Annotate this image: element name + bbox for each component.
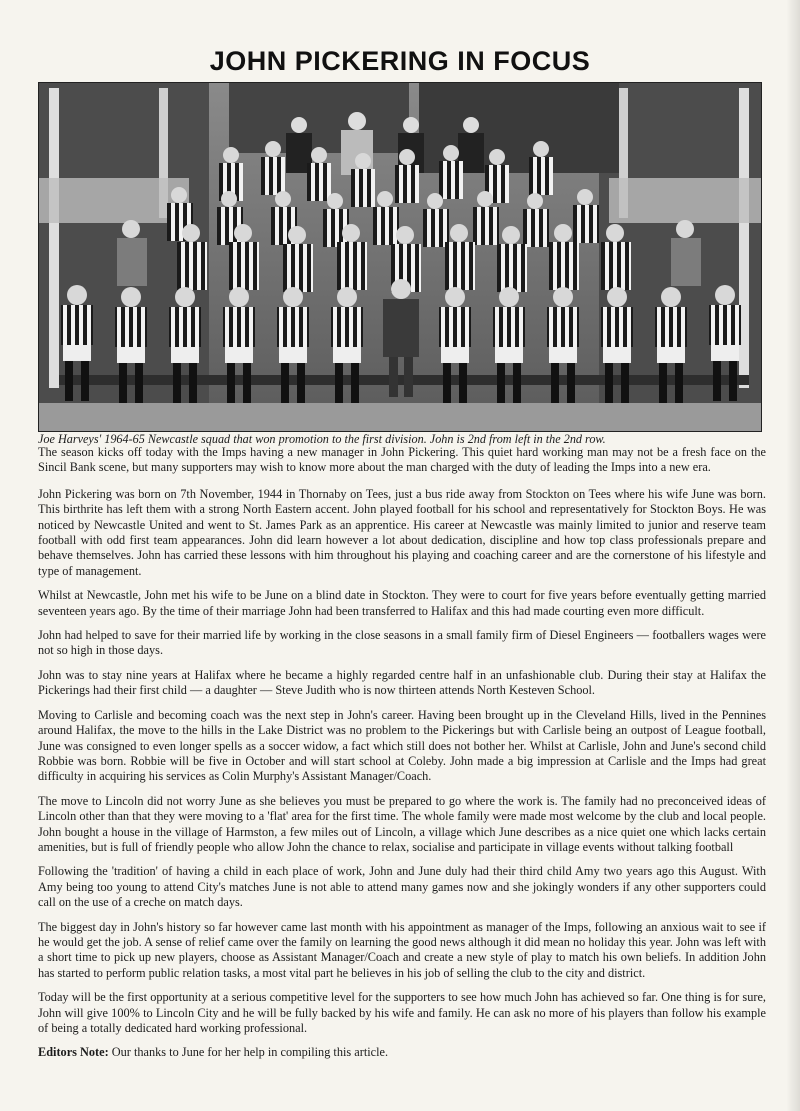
editors-note	[38, 1045, 766, 1060]
paragraph: The biggest day in John's history so far however came last month with his appointment as manager of the Imps, following an anxious wait to see if he would get the job. A sense of relief came over the family on learning the good news although it did mean no holiday this year. John was left with a short time to pick up new players, choose as Assistant Manager/Coach and create a new style of play to match his own beliefs. In addition John has started to perform public relation tasks, a most vital part he believes in his job of selling the club to the city and district.	[38, 919, 766, 980]
paragraph: John was to stay nine years at Halifax where he became a highly regarded centre half in an unfashionable club. During their stay at Halifax the Pickerings had their first child — a daughter — Steve Judith who is now thirteen attends North Kesteven School.	[38, 667, 766, 698]
paragraph: John Pickering was born on 7th November, 1944 in Thornaby on Tees, just a bus ride away from Stockton on Tees where his wife June was born. This birthrite has left them with a strong North Eastern accent. John played football for his school and representatively for Stockton Boys. He was noticed by Newcastle United and went to St. James Park as an apprentice. His career at Newcastle was mainly limited to junior and reserve team football with odd first team appearances. John did learn however a lot about dedication, discipline and how top class professionals prepare and behave themselves. John has carried these lessons with him throughout his playing and coaching career and are the cornerstone of his lifestyle and type of management.	[38, 486, 766, 578]
page-fold-shadow	[786, 0, 800, 1111]
team-photo	[38, 82, 762, 432]
editors-note-label: Editors Note:	[38, 1045, 109, 1060]
editors-note-text: Our thanks to June for her help in compiling this article.	[108, 1045, 389, 1060]
page-title: JOHN PICKERING IN FOCUS	[209, 46, 591, 76]
article-body	[38, 445, 766, 1070]
paragraph: Moving to Carlisle and becoming coach was the next step in John's career. Having been brought up in the Cleveland Hills, lived in the Pennines around Halifax, the move to the hills in the Lake District was no problem to the Pickerings but with Carlisle being an outpost of League football, June was consigned to even longer spells as a soccer widow, a fact which still does not bother her. Whilst at Carlisle, John and June's second child Robbie was born. Robbie will be five in October and will start school at Coleby. John made a big impression at Carlisle and the Imps had great difficulty in acquiring his services as Colin Murphy's Assistant Manager/Coach.	[38, 707, 766, 784]
paragraph: The season kicks off today with the Imps having a new manager in John Pickering. This quiet hard working man may not be a fresh face on the Sincil Bank scene, but many supporters may wish to know more about the man charged with the duty of leading the Imps into a new era.	[38, 445, 766, 475]
paragraph: Whilst at Newcastle, John met his wife to be June on a blind date in Stockton. They were to court for five years before eventually getting married seventeen years ago. By the time of their marriage John had been transferred to Halifax and this had made courting even more difficult.	[38, 588, 766, 618]
paragraph: The move to Lincoln did not worry June as she believes you must be prepared to go where the work is. The family had no preconceived ideas of Lincoln other than that they were moving to a 'flat' area for the first time. The whole family were made most welcome by the club and local people. John bought a house in the village of Harmston, a few miles out of Lincoln, a village which June describes as a nice quiet one which lacks certain amenities, but is full of friendly people who allow John the chance to relax, socialise and participate in village events without talking football	[38, 793, 766, 854]
photo-caption: Joe Harveys' 1964-65 Newcastle squad that won promotion to the first division. John is 2nd from left in the 2nd row.	[38, 432, 606, 446]
paragraph: John had helped to save for their married life by working in the close seasons in a small family firm of Diesel Engineers — footballers wages were not so high in those days.	[38, 628, 766, 658]
team-photo-image	[39, 83, 761, 431]
paragraph: Today will be the first opportunity at a serious competitive level for the supporters to see how much John has achieved so far. One thing is for sure, John will give 100% to Lincoln City and he will be fully backed by his wife and family. He can ask no more of his players than follow his example of being a totally dedicated hard working professional.	[38, 990, 766, 1035]
paragraph: Following the 'tradition' of having a child in each place of work, John and June duly had their third child Amy two years ago this August. With Amy being too young to attend City's matches June is not able to attend many games now and she jokingly wonders if any other supporters could call on the use of a creche on match days.	[38, 864, 766, 910]
